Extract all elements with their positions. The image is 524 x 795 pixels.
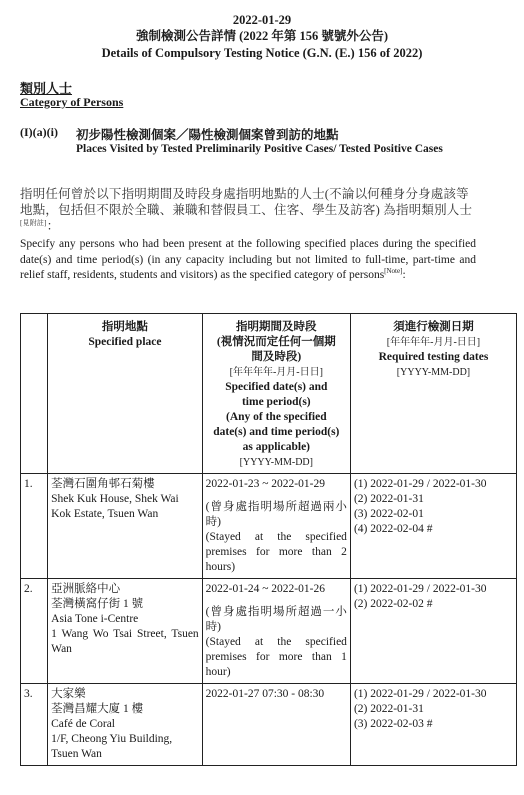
header-period-zh-note: (視情況而定任何一個期間及時段) <box>216 336 336 363</box>
period-note-en: (Stayed at the specified premises for more than 2 hours) <box>205 531 347 573</box>
place-name-zh: 亞洲脈絡中心 <box>51 583 121 595</box>
place-name-zh: 大家樂 <box>51 688 86 700</box>
intro-text-zh: 指明任何曾於以下指明期間及時段身處指明地點的人士(不論以何種身分身處該等地點，包括但不限於全職、兼職和替假員工、住客、學生及訪客) 為指明類別人士 <box>20 187 473 217</box>
header-period-format-en: [YYYY-MM-DD] <box>239 457 313 468</box>
period-value: 2022-01-27 07:30 - 08:30 <box>205 688 325 700</box>
intro-note-ref-en: [Note] <box>384 267 403 276</box>
header-period-format-zh: [年年年年-月月-日日] <box>229 367 323 378</box>
testing-date: (3) 2022-02-01 <box>353 508 424 520</box>
table-row <box>21 579 517 684</box>
header-testing-cell <box>350 314 516 474</box>
row-number: 3. <box>21 684 48 766</box>
header-period-en-note: (Any of the specified date(s) and time period(s) as applicable) <box>213 411 340 453</box>
category-heading-en: Category of Persons <box>20 95 124 109</box>
category-heading-zh: 類別人士 <box>20 81 73 96</box>
intro-tail-zh: ： <box>46 219 60 233</box>
row-number: 1. <box>21 474 48 579</box>
testing-dates-cell <box>350 579 516 684</box>
header-place-zh: 指明地點 <box>101 321 148 333</box>
header-period-cell <box>202 314 350 474</box>
header-testing-en: Required testing dates <box>378 351 489 363</box>
place-cell <box>48 579 203 684</box>
period-note-zh: (曾身處指明場所超過一小時) <box>205 606 347 633</box>
header-number-cell <box>21 314 48 474</box>
testing-date: (1) 2022-01-29 / 2022-01-30 <box>353 478 487 490</box>
place-name-zh: 荃灣石圍角邨石菊樓 <box>51 478 155 490</box>
place-address-en: 1/F, Cheong Yiu Building, Tsuen Wan <box>51 733 173 760</box>
period-value: 2022-01-23 ~ 2022-01-29 <box>205 478 325 490</box>
section-number: (I)(a)(i) <box>20 125 58 139</box>
place-address-zh: 荃灣橫窩仔街 1 號 <box>51 598 144 610</box>
notice-title-zh: 強制檢測公告詳情 (2022 年第 156 號號外公告) <box>135 29 389 43</box>
place-cell <box>48 684 203 766</box>
place-name-en: Asia Tone i-Centre <box>51 613 139 625</box>
section-title-en: Places Visited by Tested Preliminarily Positive Cases/ Tested Positive Cases <box>76 143 443 155</box>
period-note-zh: (曾身處指明場所超過兩小時) <box>205 501 347 528</box>
section-title-zh: 初步陽性檢測個案／陽性檢測個案曾到訪的地點 <box>76 128 339 142</box>
testing-dates-cell <box>350 684 516 766</box>
specified-places-table <box>20 313 517 766</box>
table-header-row <box>21 314 517 474</box>
period-value: 2022-01-24 ~ 2022-01-26 <box>205 583 325 595</box>
place-cell <box>48 474 203 579</box>
testing-date: (1) 2022-01-29 / 2022-01-30 <box>353 583 487 595</box>
testing-date: (4) 2022-02-04 # <box>353 523 433 535</box>
table-row <box>21 474 517 579</box>
header-period-zh: 指明期間及時段 <box>236 321 317 333</box>
row-number: 2. <box>21 579 48 684</box>
header-place-cell <box>48 314 203 474</box>
place-address-zh: 荃灣昌耀大廈 1 樓 <box>51 703 144 715</box>
testing-date: (2) 2022-01-31 <box>353 703 424 715</box>
period-cell <box>202 579 350 684</box>
place-name-en: Café de Coral <box>51 718 116 730</box>
period-cell <box>202 684 350 766</box>
testing-date: (2) 2022-02-02 # <box>353 598 433 610</box>
place-address-en: 1 Wang Wo Tsai Street, Tsuen Wan <box>51 628 199 655</box>
intro-tail-en: : <box>402 269 406 281</box>
header-testing-format-en: [YYYY-MM-DD] <box>396 367 471 378</box>
intro-paragraph-zh <box>20 186 476 234</box>
table-row <box>21 684 517 766</box>
header-place-en: Specified place <box>88 336 162 348</box>
header-testing-zh: 須進行檢測日期 <box>393 321 474 333</box>
intro-paragraph-en <box>20 237 476 284</box>
testing-date: (3) 2022-02-03 # <box>353 718 433 730</box>
header-testing-format-zh: [年年年年-月月-日日] <box>386 337 481 348</box>
intro-text-en: Specify any persons who had been present at the following specified places during the specified date(s) and time period(s) (in any capacity including but not limited to full-time, part-time and relief staff, residents, students and visitors) as the specified category of persons <box>20 238 476 281</box>
testing-dates-cell <box>350 474 516 579</box>
place-name-en: Shek Kuk House, Shek Wai Kok Estate, Tsuen Wan <box>51 493 179 520</box>
notice-title-en: Details of Compulsory Testing Notice (G.N. (E.) 156 of 2022) <box>101 46 423 60</box>
notice-date: 2022-01-29 <box>232 13 292 27</box>
header-period-en: Specified date(s) and time period(s) <box>225 381 328 408</box>
period-cell <box>202 474 350 579</box>
intro-note-ref-zh: [見附註] <box>20 218 47 227</box>
period-note-en: (Stayed at the specified premises for more than 1 hour) <box>205 636 347 678</box>
testing-date: (1) 2022-01-29 / 2022-01-30 <box>353 688 487 700</box>
testing-date: (2) 2022-01-31 <box>353 493 424 505</box>
